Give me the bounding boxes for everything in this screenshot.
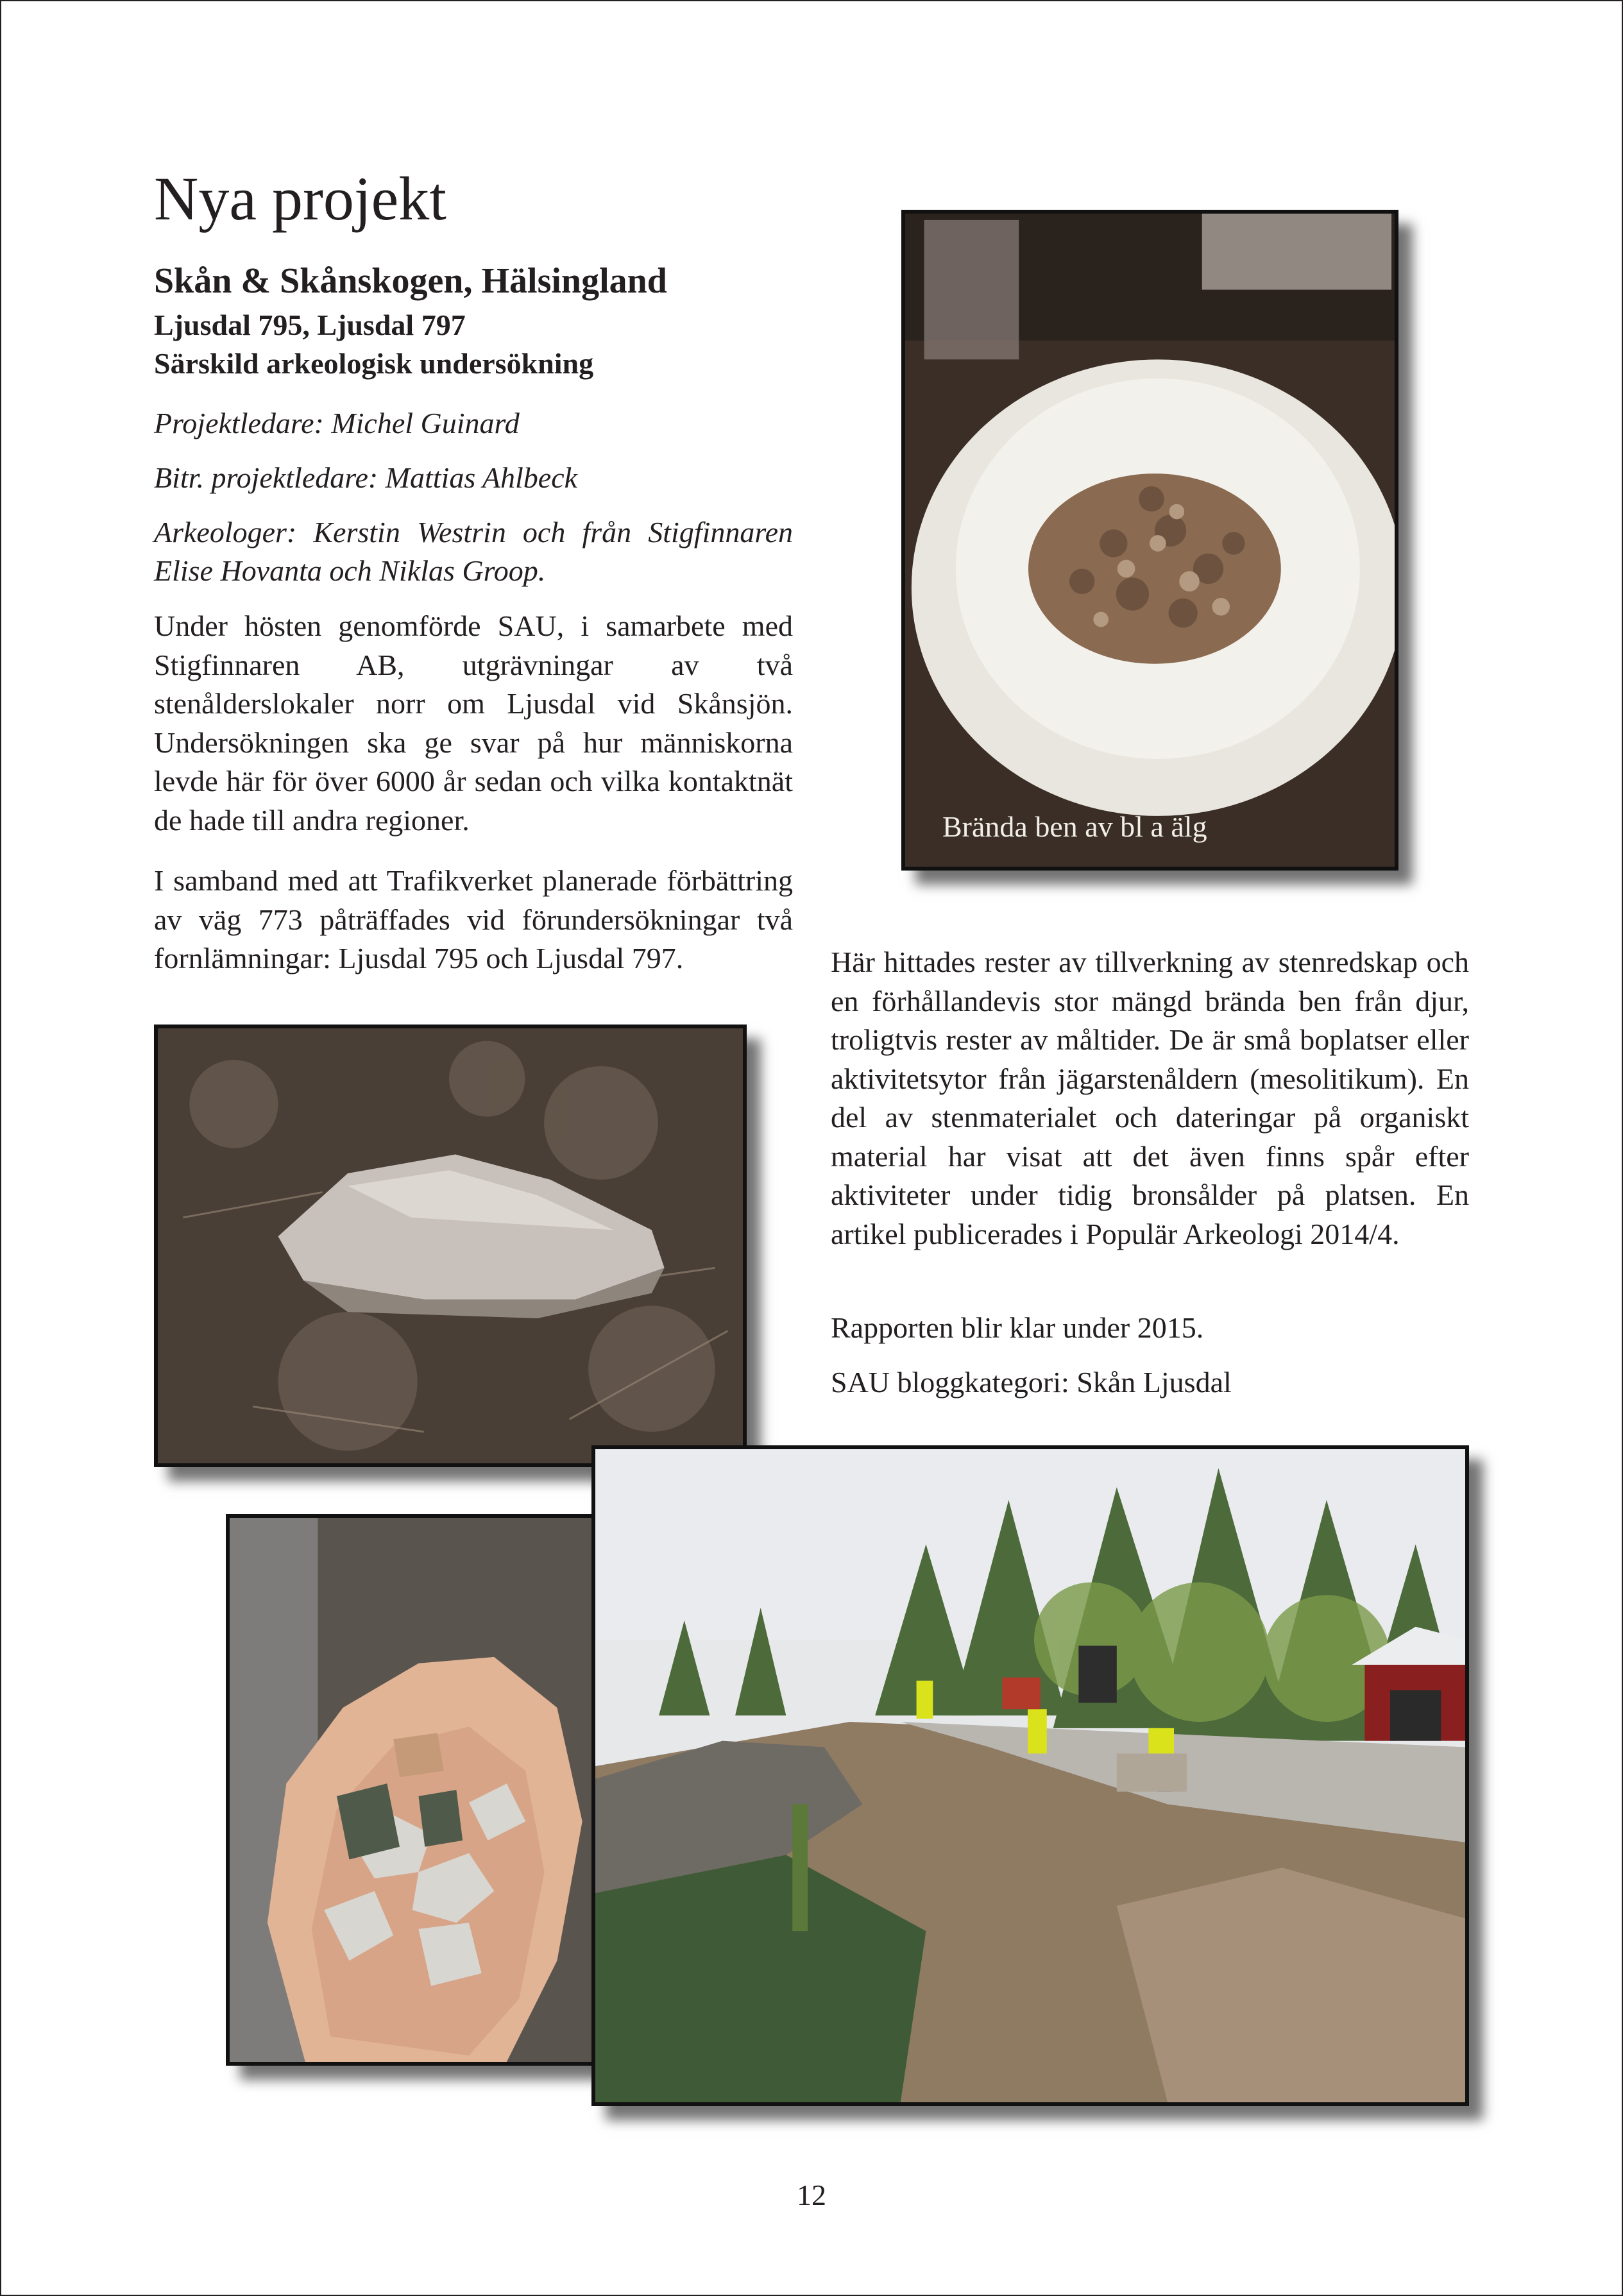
assistant-leader: Bitr. projektledare: Mattias Ahlbeck: [154, 461, 578, 494]
page-title: Nya projekt: [154, 164, 446, 233]
background-paragraph: I samband med att Trafikverket planerade förbättring av väg 773 påträffades vid förundersökningar två fornlämningar: Ljusdal 795 och Ljusdal 797.: [154, 864, 793, 974]
photo-excavation-site: [591, 1445, 1469, 2106]
project-sites: Ljusdal 795, Ljusdal 797: [154, 309, 466, 341]
report-paragraph: Rapporten blir klar under 2015.: [831, 1311, 1204, 1344]
bones-caption: Brända ben av bl a älg: [942, 810, 1207, 843]
intro-paragraph: Under hösten genomförde SAU, i samarbete med Stigfinnaren AB, utgrävningar av två stenålderslokaler norr om Ljusdal vid Skånsjön. Undersökningen ska ge svar på hur människorna levde här för över 6000 år sedan och vilka kontaktnät de hade till andra regioner.: [154, 609, 793, 837]
project-leader: Projektledare: Michel Guinard: [154, 407, 520, 439]
page-number: 12: [797, 2179, 826, 2211]
project-type: Särskild arkeologisk undersökning: [154, 347, 594, 380]
project-name: Skån & Skånskogen, Hälsingland: [154, 261, 667, 301]
photo-burnt-bones: [901, 210, 1398, 871]
archaeologists: Arkeologer: Kerstin Westrin och från Stigfinnaren Elise Hovanta och Niklas Groop.: [154, 516, 793, 587]
photo-stone-tool: [154, 1025, 747, 1467]
findings-paragraph: Här hittades rester av tillverkning av stenredskap och en förhållandevis stor mängd brända ben från djur, troligtvis rester av måltider. De är små boplatser eller aktivitetsytor från jägarstenåldern (mesolitikum). En del av stenmaterialet och dateringar på organiskt material har visat att det även finns spår efter aktiviteter under tidig bronsålder på platsen. En artikel publicerades i Populär Arkeologi 2014/4.: [831, 946, 1469, 1250]
blog-category: SAU bloggkategori: Skån Ljusdal: [831, 1366, 1232, 1399]
photo-fragments-in-hand: [226, 1514, 643, 2066]
